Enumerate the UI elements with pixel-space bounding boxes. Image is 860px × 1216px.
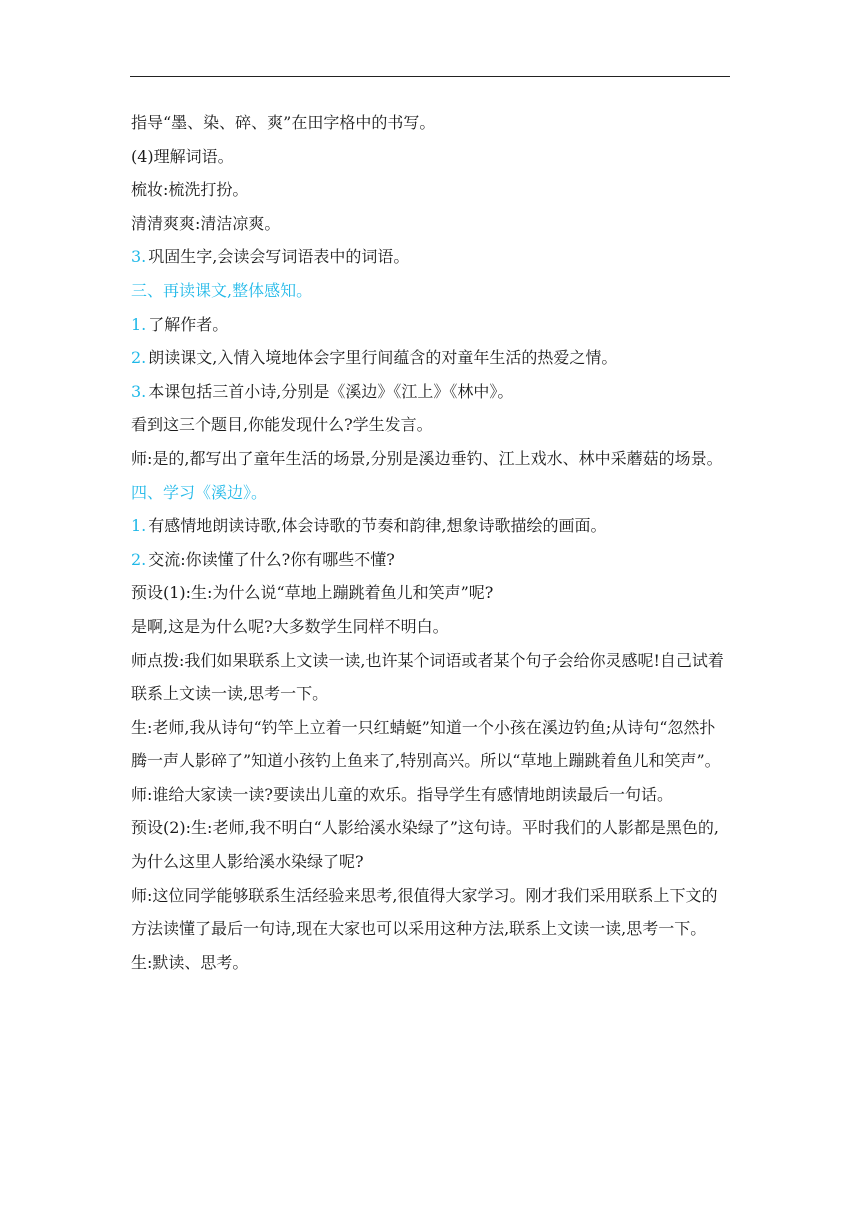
paragraph [131,946,731,980]
paragraph [131,106,731,140]
numbered-paragraph [131,308,731,342]
item-number: 2. [131,549,147,569]
paragraph-text: 清清爽爽:清洁凉爽。 [131,213,281,233]
paragraph-text: 师:谁给大家读一读?要读出儿童的欢乐。指导学生有感情地朗读最后一句话。 [131,784,673,804]
numbered-paragraph [131,375,731,409]
item-number: 3. [131,381,147,401]
paragraph [131,811,731,878]
paragraph [131,207,731,241]
paragraph [131,610,731,644]
paragraph [131,576,731,610]
paragraph-text: 指导“墨、染、碎、爽”在田字格中的书写。 [131,113,436,132]
item-number: 1. [131,314,147,334]
paragraph-text: 交流:你读懂了什么?你有哪些不懂? [148,549,395,569]
paragraph-text: 有感情地朗读诗歌,体会诗歌的节奏和韵律,想象诗歌描绘的画面。 [148,516,607,536]
paragraph [131,879,731,946]
paragraph-text: 师:这位同学能够联系生活经验来思考,很值得大家学习。刚才我们采用联系上下文的方法读懂了最后一句诗,现在大家也可以采用这种方法,联系上文读一读,思考一下。 [131,885,718,939]
paragraph-text: 生:老师,我从诗句“钓竿上立着一只红蜻蜓”知道一个小孩在溪边钓鱼;从诗句“忽然扑腾一声人影碎了”知道小孩钓上鱼来了,特别高兴。所以“草地上蹦跳着鱼儿和笑声”。 [131,717,721,771]
paragraph [131,644,731,711]
paragraph-text: 朗读课文,入情入境地体会字里行间蕴含的对童年生活的热爱之情。 [148,348,618,368]
paragraph-text: 梳妆:梳洗打扮。 [131,180,249,200]
numbered-paragraph [131,509,731,543]
paragraph [131,140,731,174]
paragraph [131,711,731,778]
item-number: 3. [131,247,147,267]
document-body [131,106,731,979]
paragraph-text: 巩固生字,会读会写词语表中的词语。 [148,247,410,267]
paragraph-text: 看到这三个题目,你能发现什么?学生发言。 [131,415,433,435]
header-rule [130,76,730,77]
numbered-paragraph [131,240,731,274]
paragraph-text: 生:默读、思考。 [131,952,249,972]
paragraph-text: 是啊,这是为什么呢?大多数学生同样不明白。 [131,616,449,636]
section-heading [131,476,731,510]
numbered-paragraph [131,341,731,375]
paragraph-text: 本课包括三首小诗,分别是《溪边》《江上》《林中》。 [148,381,514,401]
numbered-paragraph [131,543,731,577]
heading-text: 三、再读课文,整体感知。 [131,280,313,300]
paragraph [131,408,731,442]
paragraph [131,442,731,476]
paragraph [131,173,731,207]
paragraph-text: 师:是的,都写出了童年生活的场景,分别是溪边垂钓、江上戏水、林中采蘑菇的场景。 [131,448,723,468]
paragraph-text: 预设(1):生:为什么说“草地上蹦跳着鱼儿和笑声”呢? [131,583,494,603]
item-number: 1. [131,516,147,536]
heading-text: 四、学习《溪边》。 [131,482,268,502]
paragraph-text: (4)理解词语。 [131,146,234,166]
paragraph-text: 预设(2):生:老师,我不明白“人影给溪水染绿了”这句诗。平时我们的人影都是黑色的,为什么这里人影给溪水染绿了呢? [131,818,719,872]
section-heading [131,274,731,308]
item-number: 2. [131,348,147,368]
paragraph [131,778,731,812]
paragraph-text: 了解作者。 [148,314,229,334]
paragraph-text: 师点拨:我们如果联系上文读一读,也许某个词语或者某个句子会给你灵感呢!自己试着联系上文读一读,思考一下。 [131,650,724,704]
